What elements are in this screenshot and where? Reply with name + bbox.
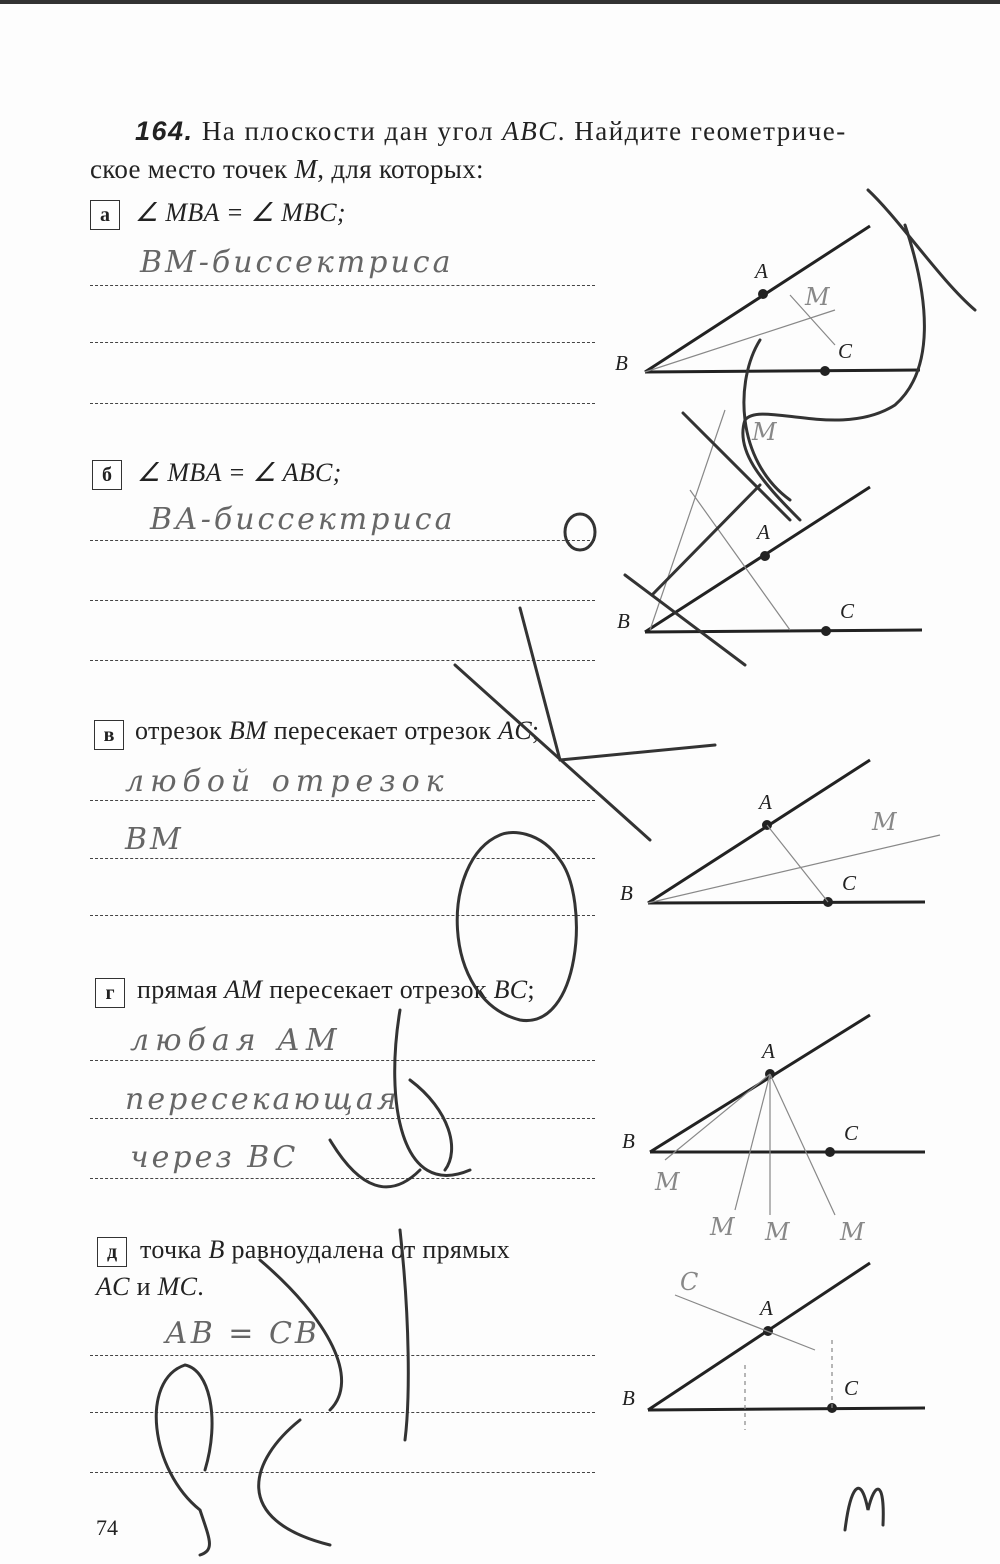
label-a: A (760, 1296, 773, 1320)
item-g-answer-2: пересекающая (125, 1082, 400, 1117)
item-v-answer-1: любой отрезок (125, 764, 450, 799)
label-a: A (762, 1039, 775, 1063)
text: прямая (137, 975, 225, 1004)
label-a: A (757, 520, 770, 544)
item-g-answer-3: через ВС (130, 1140, 299, 1175)
problem-number: 164. (135, 116, 194, 146)
text: ABC (502, 116, 558, 146)
pencil-label-m: M (710, 1213, 735, 1241)
text: AC (96, 1272, 130, 1301)
item-g-badge: г (95, 978, 125, 1008)
item-a-answer: ВМ-биссектриса (140, 245, 454, 280)
text: . (197, 1272, 205, 1301)
text: BC (493, 975, 528, 1004)
item-b-badge: б (92, 460, 122, 490)
text: пересекает отрезок (267, 716, 499, 745)
text: и (129, 1272, 158, 1301)
label-b: B (620, 881, 633, 905)
label-a: A (755, 259, 768, 283)
pencil-construction-marks (645, 295, 940, 1430)
item-v-badge: в (94, 720, 124, 750)
text: ское место точек (90, 154, 295, 184)
text: отрезок (135, 716, 229, 745)
item-b-answer: ВА-биссектриса (150, 502, 456, 537)
text: MC (157, 1272, 198, 1301)
text: M (294, 154, 318, 184)
item-a-condition: ∠ MBA = ∠ MBC; (135, 198, 346, 227)
text: . Найдите геометриче- (557, 116, 847, 146)
page-number: 74 (96, 1515, 118, 1540)
item-v-answer-2: ВМ (125, 822, 184, 857)
item-d-answer: АВ = СВ (165, 1316, 320, 1351)
diagram-a (645, 226, 920, 372)
label-a: A (759, 790, 772, 814)
label-c: C (838, 339, 853, 363)
text: BM (228, 716, 267, 745)
pencil-label-m: M (655, 1168, 680, 1196)
text: ; (532, 716, 540, 745)
text: пересекает отрезок (262, 975, 494, 1004)
text: B (208, 1235, 225, 1264)
text: , для которых: (317, 154, 484, 184)
item-g-answer-1: любая АМ (130, 1023, 343, 1058)
label-b: B (615, 351, 628, 375)
pencil-label-m: M (805, 283, 830, 311)
text: AM (224, 975, 263, 1004)
pencil-label-c: C (680, 1268, 699, 1296)
label-b: B (622, 1386, 635, 1410)
label-b: B (617, 609, 630, 633)
label-c: C (844, 1376, 859, 1400)
text: равноудалена от прямых (224, 1235, 510, 1264)
text: AC (498, 716, 532, 745)
pencil-label-m: M (872, 808, 897, 836)
label-c: C (844, 1121, 859, 1145)
label-c: C (840, 599, 855, 623)
pencil-label-m: M (765, 1218, 790, 1246)
text: ; (527, 975, 535, 1004)
item-b-condition: ∠ MBA = ∠ ABC; (137, 458, 342, 487)
label-b: B (622, 1129, 635, 1153)
item-d-badge: д (97, 1237, 127, 1267)
item-a-badge: а (90, 200, 120, 230)
text: точка (140, 1235, 209, 1264)
diagram-g (650, 1015, 925, 1152)
text: На плоскости дан угол (201, 116, 503, 146)
label-c: C (842, 871, 857, 895)
pencil-label-m: M (752, 418, 777, 446)
pencil-label-m: M (840, 1218, 865, 1246)
